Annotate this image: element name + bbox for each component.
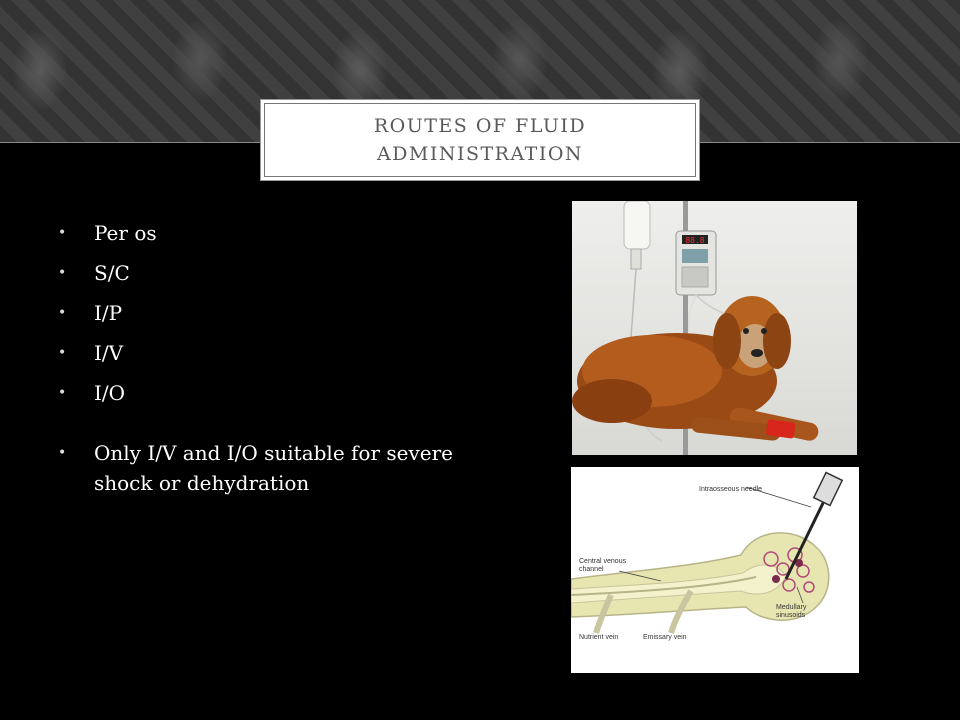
title-box bbox=[260, 99, 700, 181]
bullet-item bbox=[58, 258, 478, 288]
bullet-text: S/C bbox=[94, 261, 130, 285]
label-emissary-vein: Emissary vein bbox=[643, 634, 687, 641]
bullet-text: I/P bbox=[94, 301, 123, 325]
label-nutrient-vein: Nutrient vein bbox=[579, 634, 619, 641]
bullet-item bbox=[58, 338, 478, 368]
intraosseous-diagram bbox=[571, 467, 859, 673]
label-channel: channel bbox=[579, 566, 604, 573]
bullet-item bbox=[58, 218, 478, 248]
bullet-text: I/V bbox=[94, 341, 124, 365]
bullet-icon: • bbox=[58, 265, 67, 281]
bullet-icon: • bbox=[58, 445, 67, 461]
label-central-venous: Central venous bbox=[579, 558, 627, 565]
bullet-text: Per os bbox=[94, 221, 157, 245]
label-sinusoids: sinusoids bbox=[776, 612, 806, 619]
bullet-item bbox=[58, 378, 478, 408]
dog-icon bbox=[572, 296, 820, 442]
bullet-text: I/O bbox=[94, 381, 126, 405]
slide-title: ROUTES OF FLUID ADMINISTRATION bbox=[373, 115, 587, 165]
bullet-icon: • bbox=[58, 345, 67, 361]
bullet-item bbox=[58, 438, 478, 498]
bullet-icon: • bbox=[58, 225, 67, 241]
bullet-icon: • bbox=[58, 385, 67, 401]
bullet-text: Only I/V and I/O suitable for severe shock or dehydration bbox=[94, 441, 454, 495]
bullet-icon: • bbox=[58, 305, 67, 321]
bullet-list bbox=[58, 218, 478, 508]
pump-display: 88.8 bbox=[685, 236, 705, 245]
dog-iv-photo bbox=[572, 201, 857, 455]
infusion-pump-icon bbox=[676, 231, 716, 295]
label-needle: Intraosseous needle bbox=[699, 486, 763, 493]
bullet-item bbox=[58, 298, 478, 328]
iv-bag-icon bbox=[624, 201, 650, 351]
label-medullary: Medullary bbox=[776, 604, 807, 611]
